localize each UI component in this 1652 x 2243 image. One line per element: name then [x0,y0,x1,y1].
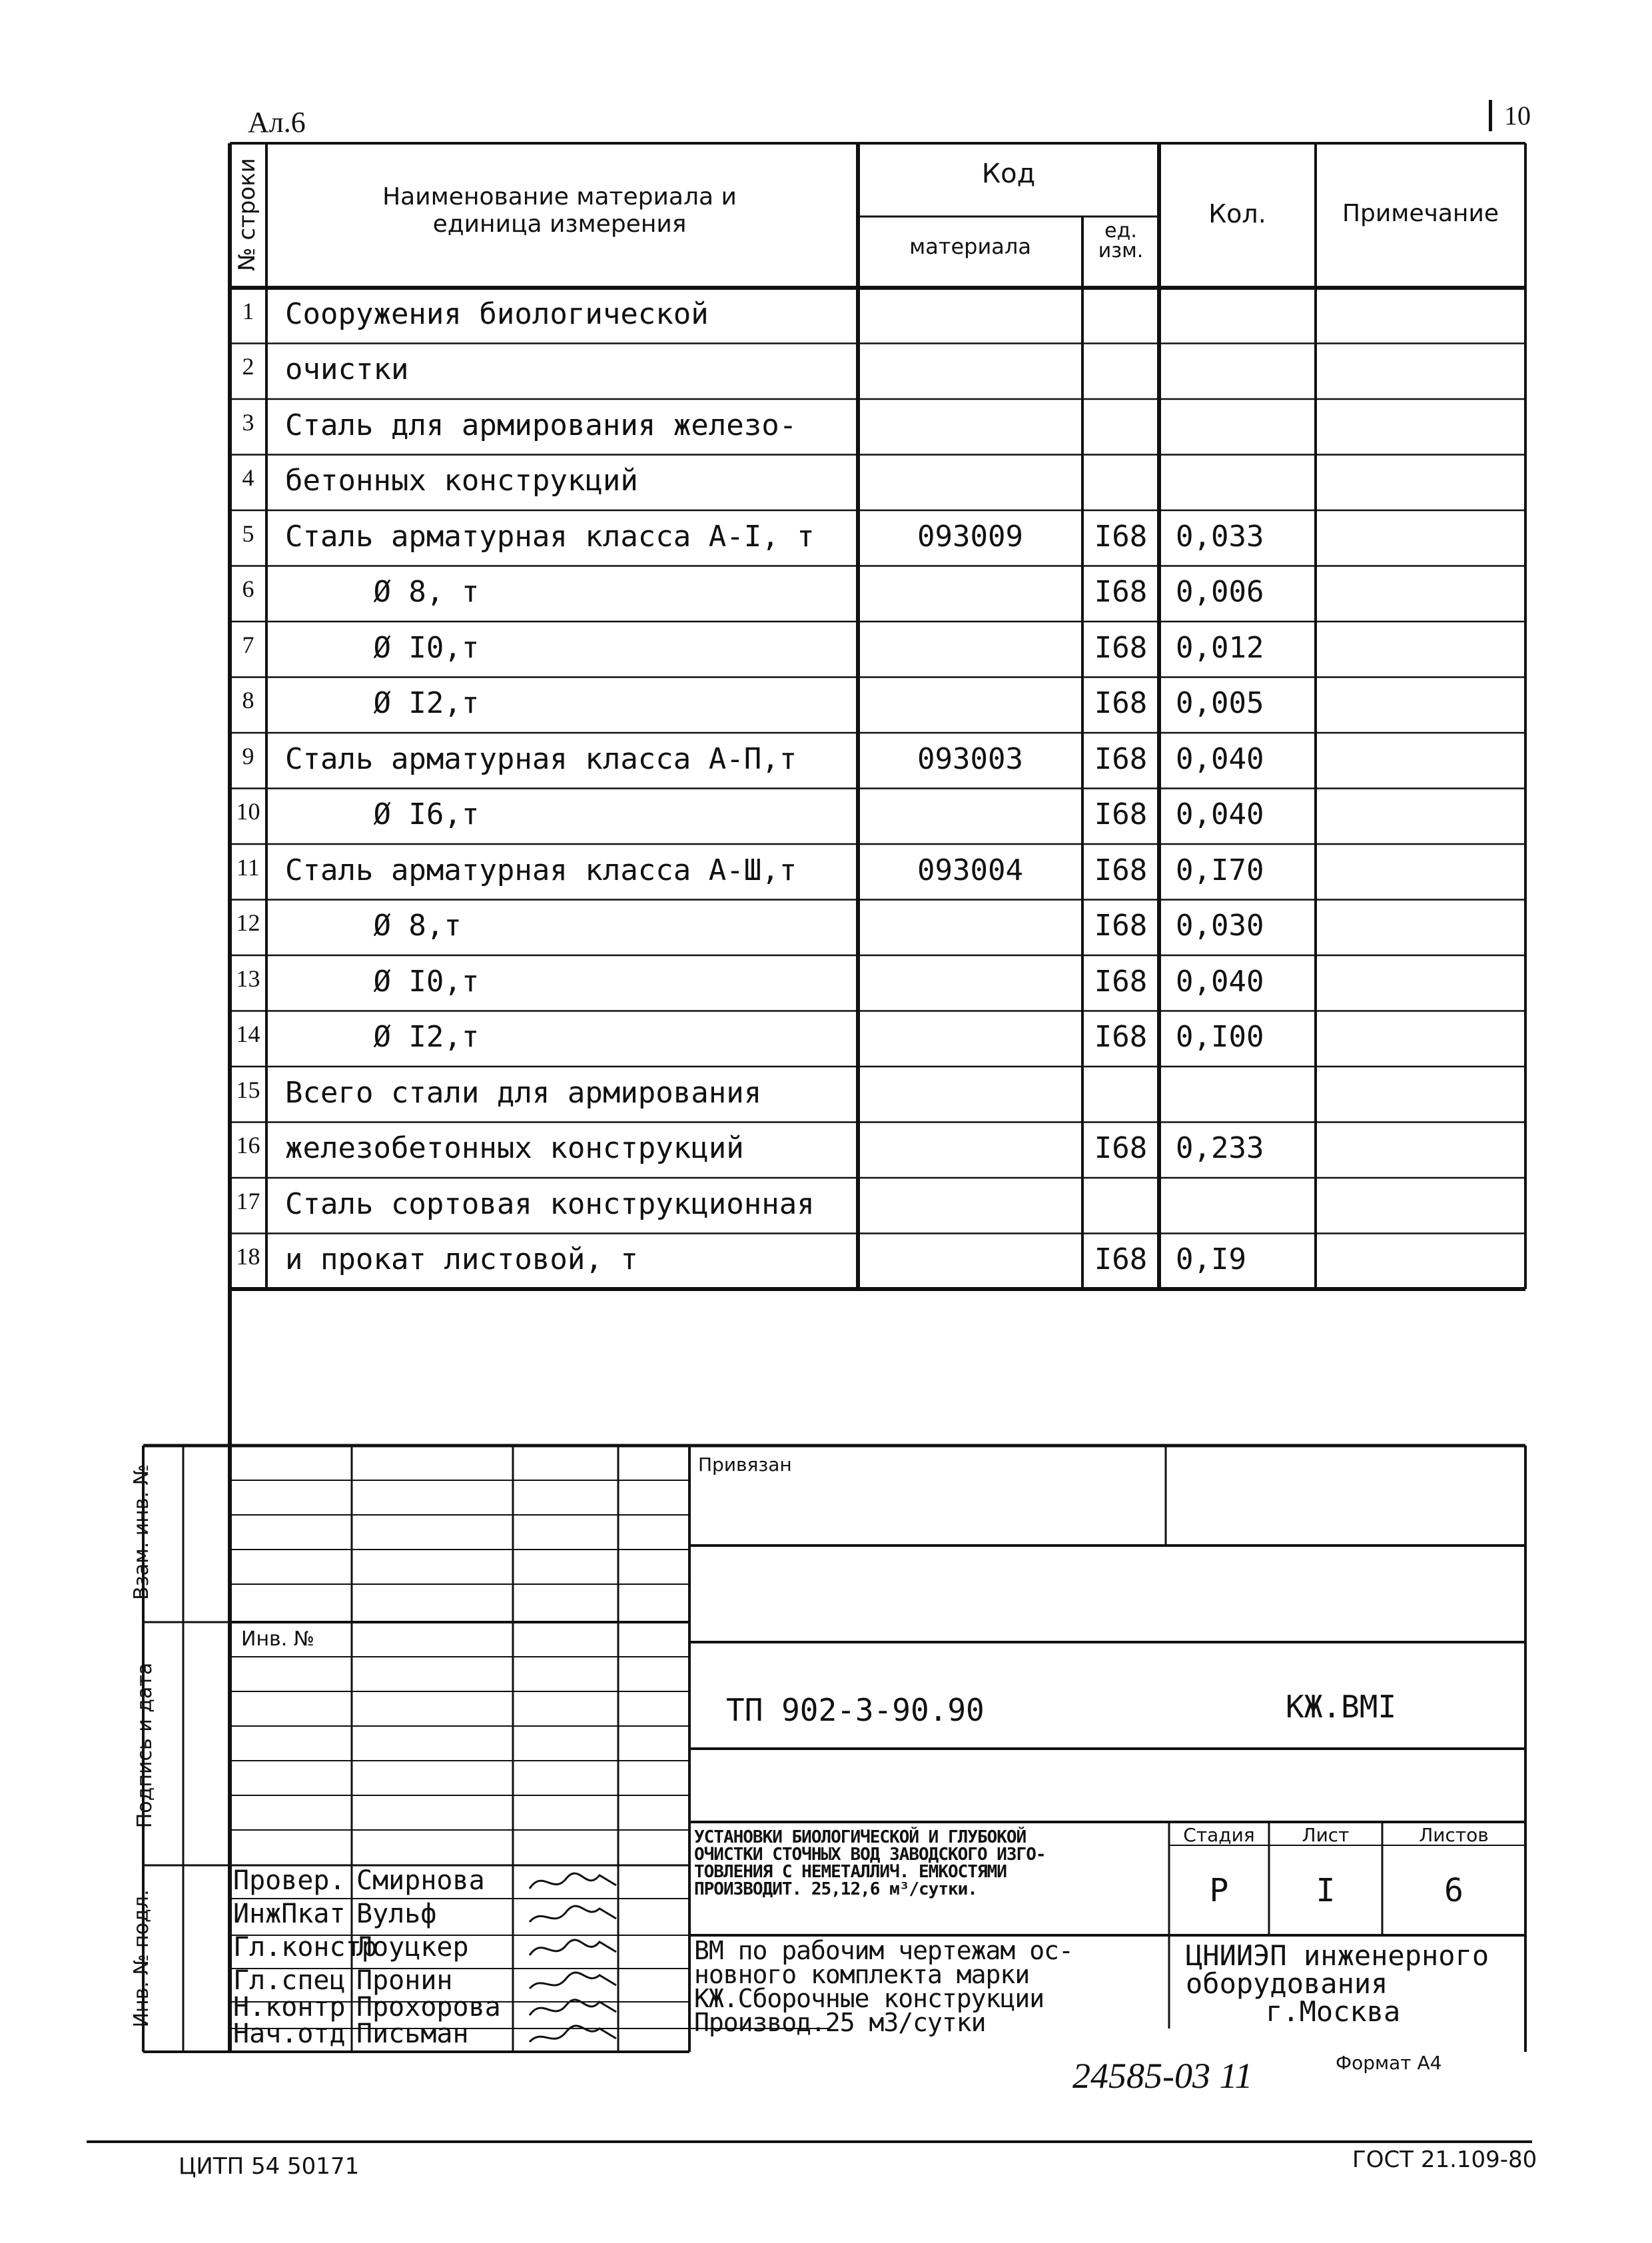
quantity: 0,I00 [1176,1020,1264,1055]
quantity: 0,040 [1176,741,1264,776]
doc-mark: КЖ.ВМI [1286,1689,1397,1725]
organization-line: ЦНИИЭП инженерного [1186,1939,1489,1972]
row-number: 15 [236,1076,260,1103]
material-name: и прокат листовой, т [285,1242,638,1277]
sheet-mark: Ал.6 [248,106,306,139]
material-name: Ø 8,т [285,909,462,943]
signature-stroke [530,1873,616,1889]
material-name: Сталь для армирования железо- [285,408,797,442]
handwritten-signature [526,1899,620,1932]
sheet-label: Лист [1302,1824,1350,1846]
unit-code: I68 [1094,797,1148,832]
unit-code: I68 [1094,964,1148,999]
unit-code: I68 [1094,1242,1148,1277]
unit-code: I68 [1094,686,1148,721]
material-name: бетонных конструкций [285,464,638,498]
side-label-inv-podl: Инв. № подл. [130,1889,153,2028]
quantity: 0,030 [1176,909,1264,943]
page-number: 10 [1489,100,1531,131]
unit-code: I68 [1094,741,1148,776]
footer-gost: ГОСТ 21.109-80 [1352,2146,1537,2173]
material-name: очистки [285,352,409,387]
signature-name: Смирнова [356,1865,485,1896]
row-number: 14 [236,1021,260,1048]
organization [1186,1939,1522,2028]
sheet-title [694,1936,1167,2038]
signature-role: Гл.констр [233,1932,378,1963]
signature-stroke [530,1973,616,1989]
side-label-podpis-data: Подпись и дата [133,1662,157,1829]
footer-left-code: ЦИТП 54 50171 [179,2153,360,2180]
signature-stroke [530,2026,616,2042]
quantity: 0,233 [1176,1131,1264,1166]
material-name: Ø I0,т [285,630,480,665]
signature-role: Провер. [233,1865,346,1896]
signature-name: Пронин [356,1965,453,1996]
sheets-value: 6 [1444,1872,1463,1909]
row-number: 6 [242,576,254,603]
row-number: 17 [236,1187,260,1214]
sheet-title-line: ВМ по рабочим чертежам ос- [694,1936,1073,1965]
header-material-name: Наименование материала и единица измерения [382,183,737,238]
signature-role: Нач.отд [233,2019,346,2049]
object-title [694,1829,1167,1898]
quantity: 0,I9 [1176,1242,1246,1277]
material-name: Ø I2,т [285,686,480,721]
unit-code: I68 [1094,909,1148,943]
row-number: 11 [236,853,260,881]
quantity: 0,012 [1176,630,1264,665]
stage-value: Р [1209,1872,1229,1909]
unit-code: I68 [1094,519,1148,554]
signature-role: ИнжПкат [233,1899,346,1929]
quantity: 0,I70 [1176,853,1264,887]
material-code: 093004 [917,853,1023,887]
signature-name: Вульф [356,1899,437,1929]
row-number: 7 [242,631,254,658]
quantity: 0,006 [1176,575,1264,610]
quantity: 0,040 [1176,964,1264,999]
material-name: железобетонных конструкций [285,1131,744,1166]
header-row-no: № строки [234,158,260,271]
sheets-label: Листов [1419,1824,1489,1846]
header-qty: Кол. [1208,199,1266,228]
unit-code: I68 [1094,853,1148,887]
signature-role: Н.контр [233,1992,346,2022]
handwritten-signature [526,1865,620,1899]
material-name: Сталь сортовая конструкционная [285,1186,815,1221]
project-code: ТП 902-3-90.90 [726,1692,985,1728]
signature-stroke [530,1906,616,1922]
signature-stroke [530,2000,616,2015]
sheet-value: I [1316,1872,1336,1909]
material-name: Ø I2,т [285,1020,480,1055]
quantity: 0,040 [1176,797,1264,832]
row-number: 16 [236,1132,260,1159]
inv-no-label: Инв. № [241,1627,315,1651]
signature-name: Письман [356,2019,469,2049]
row-number: 12 [236,909,260,937]
header-code-unit: ед. изм. [1098,219,1144,262]
row-number: 10 [236,798,260,825]
handwritten-signature [526,1932,620,1965]
quantity: 0,033 [1176,519,1264,554]
organization-line: оборудования [1186,1967,1388,2000]
object-title-line: УСТАНОВКИ БИОЛОГИЧЕСКОЙ И ГЛУБОКОЙ [694,1827,1027,1847]
row-number: 9 [242,742,254,769]
side-label-vzam-inv: Взам. инв. № [130,1464,153,1600]
row-number: 13 [236,965,260,992]
unit-code: I68 [1094,1131,1148,1166]
material-name: Сооружения биологической [285,296,709,331]
signature-name: Лоуцкер [356,1932,469,1963]
material-name: Ø I0,т [285,964,480,999]
header-code: Код [981,159,1036,189]
object-title-line: ПРОИЗВОДИТ. 25,12,6 м³/сутки. [694,1879,977,1899]
material-code: 093003 [917,741,1023,776]
row-number: 2 [242,353,254,380]
material-name: Сталь арматурная класса А-I, т [285,519,815,554]
header-code-material: материала [909,234,1031,259]
signature-role: Гл.спец [233,1965,346,1996]
material-name: Всего стали для армирования [285,1075,762,1110]
unit-code: I68 [1094,1020,1148,1055]
row-number: 3 [242,408,254,436]
row-number: 18 [236,1243,260,1270]
sheet-title-line: Производ.25 м3/сутки [694,2008,986,2038]
row-number: 8 [242,687,254,714]
organization-line: г.Москва [1266,1995,1401,2028]
row-number: 5 [242,520,254,547]
object-title-line: ОЧИСТКИ СТОЧНЫХ ВОД ЗАВОДСКОГО ИЗГО- [694,1845,1046,1865]
material-name: Сталь арматурная класса А-Ш,т [285,853,797,887]
row-number: 1 [242,297,254,324]
material-name: Ø I6,т [285,797,480,832]
inventory-number: 24585-03 11 [1072,2056,1253,2096]
row-number: 4 [242,464,254,492]
material-name: Ø 8, т [285,575,480,610]
quantity: 0,005 [1176,686,1264,721]
signature-name: Прохорова [356,1992,501,2022]
header-note: Примечание [1342,200,1499,227]
unit-code: I68 [1094,630,1148,665]
material-code: 093009 [917,519,1023,554]
unit-code: I68 [1094,575,1148,610]
stage-label: Стадия [1183,1824,1255,1846]
privyazan-label: Привязан [698,1454,792,1476]
object-title-line: ТОВЛЕНИЯ С НЕМЕТАЛЛИЧ. ЕМКОСТЯМИ [694,1862,1007,1882]
sheet-title-line: новного комплекта марки [694,1960,1030,1990]
signature-stroke [530,1940,616,1955]
format-label: Формат А4 [1336,2052,1442,2074]
handwritten-signature [526,2019,620,2052]
material-name: Сталь арматурная класса А-П,т [285,741,797,776]
sheet-title-line: КЖ.Сборочные конструкции [694,1984,1044,2014]
